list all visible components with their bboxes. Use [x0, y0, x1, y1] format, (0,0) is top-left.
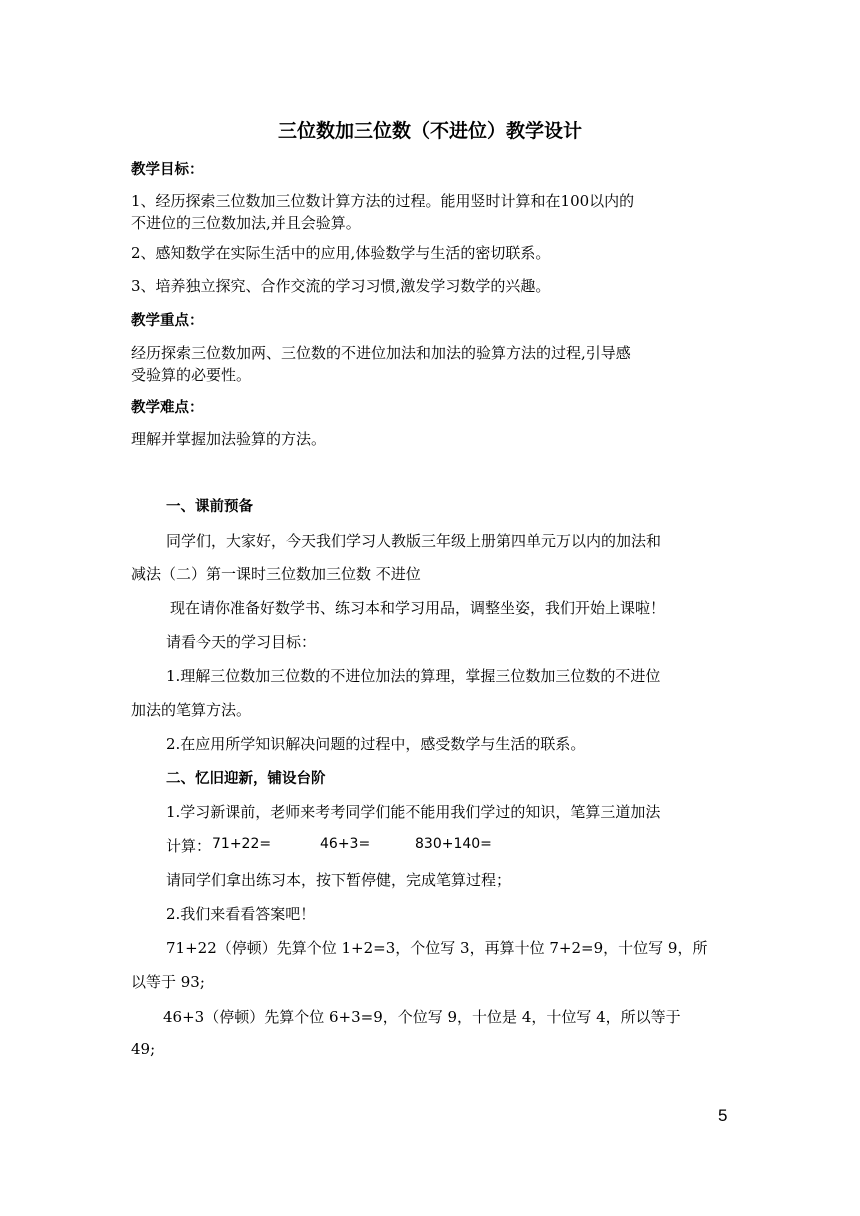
objective-2: 2、感知数学在实际生活中的应用,体验数学与生活的密切联系。 [131, 244, 551, 262]
answer-2-line-1: 46+3（停顿）先算个位 6+3=9，个位写 9，十位是 4，十位写 4，所以等于 [163, 1008, 681, 1026]
key-points-line-2: 受验算的必要性。 [131, 366, 252, 384]
objectives-heading: 教学目标： [131, 161, 204, 178]
answer-1-line-1: 71+22（停顿）先算个位 1+2=3，个位写 3，再算十位 7+2=9，十位写 9，所 [166, 939, 708, 957]
answer-2-line-2: 49; [131, 1040, 156, 1058]
difficulty-text: 理解并掌握加法验算的方法。 [131, 430, 327, 448]
calc-label: 计算： [166, 837, 212, 855]
calc-item-3: 830+140= [415, 836, 492, 852]
question-1: 1.学习新课前，老师来考考同学们能不能用我们学过的知识，笔算三道加法 [166, 803, 661, 821]
key-points-line-1: 经历探索三位数加两、三位数的不进位加法和加法的验算方法的过程,引导感 [131, 344, 631, 362]
calc-item-2: 46+3= [320, 836, 371, 852]
objective-1-line-2: 不进位的三位数加法,并且会验算。 [131, 214, 361, 232]
section-1-paragraph-2: 现在请你准备好数学书、练习本和学习用品，调整坐姿，我们开始上课啦！ [170, 599, 666, 617]
page-number: 5 [718, 1106, 728, 1125]
objective-3: 3、培养独立探究、合作交流的学习习惯,激发学习数学的兴趣。 [131, 277, 551, 295]
instruction: 请同学们拿出练习本，按下暂停健，完成笔算过程； [166, 871, 512, 889]
calc-item-1: 71+22= [212, 836, 272, 852]
section-1-paragraph-1-line-1: 同学们，大家好，今天我们学习人教版三年级上册第四单元万以内的加法和 [166, 532, 662, 550]
difficulty-heading: 教学难点： [131, 399, 204, 416]
section-2-heading: 二、忆旧迎新，铺设台阶 [166, 770, 326, 787]
objective-1-line-1: 1、经历探索三位数加三位数计算方法的过程。能用竖时计算和在100以内的 [131, 192, 635, 210]
page-title: 三位数加三位数（不进位）教学设计 [277, 120, 582, 142]
question-2: 2.我们来看看答案吧！ [166, 905, 316, 923]
section-1-paragraph-1-line-2: 减法（二）第一课时三位数加三位数 不进位 [131, 565, 421, 583]
goal-1-line-2: 加法的笔算方法。 [131, 701, 252, 719]
answer-1-line-2: 以等于 93; [131, 973, 205, 991]
section-1-paragraph-3: 请看今天的学习目标： [166, 633, 317, 651]
goal-2: 2.在应用所学知识解决问题的过程中，感受数学与生活的联系。 [166, 735, 586, 753]
goal-1-line-1: 1.理解三位数加三位数的不进位加法的算理，掌握三位数加三位数的不进位 [166, 667, 661, 685]
key-points-heading: 教学重点： [131, 312, 204, 329]
section-1-heading: 一、课前预备 [166, 498, 253, 515]
calc-row [166, 835, 211, 856]
